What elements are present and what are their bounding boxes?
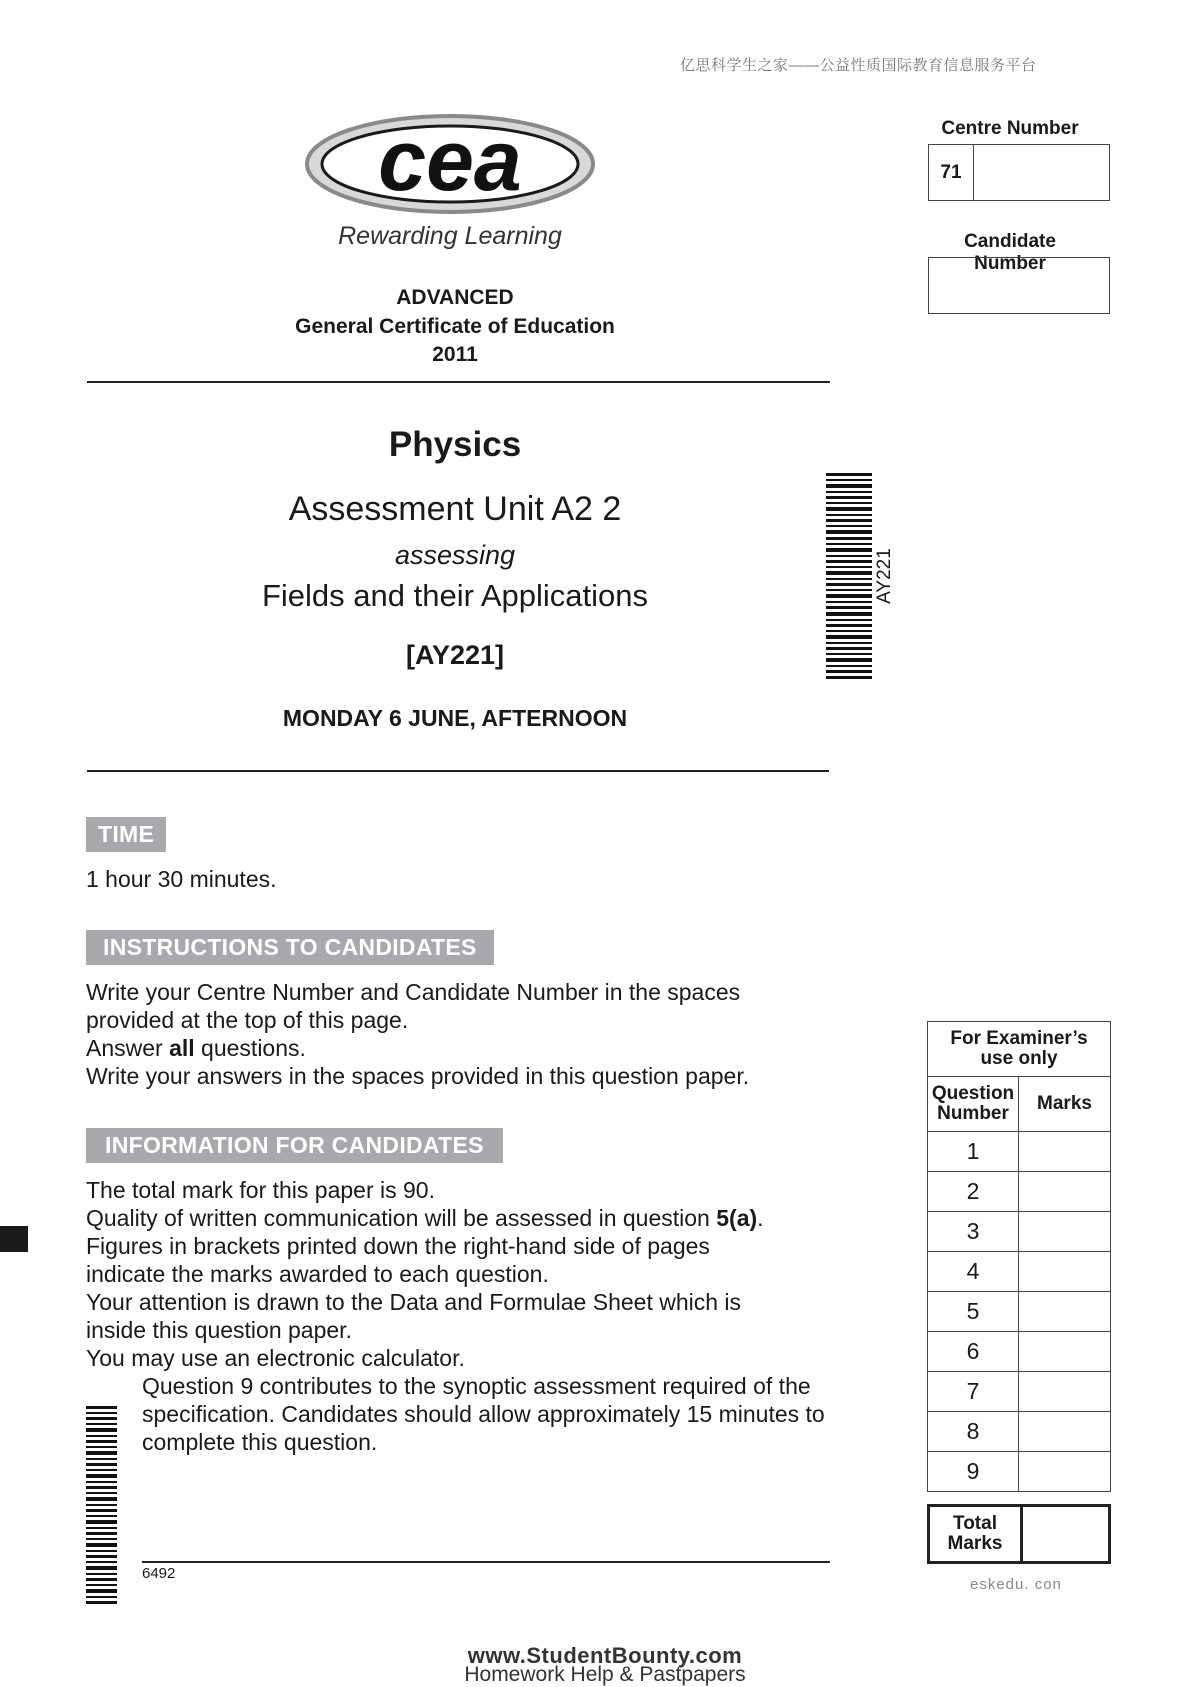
question-row	[928, 1252, 1111, 1292]
footer-divider	[142, 1561, 830, 1563]
unit-title: Fields and their Applications	[261, 578, 648, 613]
examiner-table-heading	[928, 1022, 1111, 1077]
total-marks-label	[929, 1506, 1022, 1563]
column-label: Question	[931, 1083, 1015, 1104]
question-row	[928, 1292, 1111, 1332]
information-heading: INFORMATION FOR CANDIDATES	[86, 1128, 503, 1163]
synoptic-note	[142, 1372, 902, 1456]
question-number: 6	[928, 1332, 1019, 1372]
total-marks-cell[interactable]	[1022, 1506, 1110, 1563]
question-row	[928, 1372, 1111, 1412]
examiner-heading-line: For Examiner’s	[950, 1028, 1088, 1049]
examiner-heading-line: use only	[980, 1048, 1058, 1069]
barcode	[826, 473, 872, 679]
information-line: indicate the marks awarded to each question.	[86, 1261, 549, 1287]
marks-header: Marks	[1019, 1077, 1111, 1132]
studentbounty-url: www.StudentBounty.com	[467, 1643, 743, 1668]
eskedu-watermark: eskedu. con	[970, 1576, 1062, 1593]
studentbounty-tagline: Homework Help & Pastpapers	[464, 1663, 746, 1686]
title-divider	[87, 770, 829, 772]
exam-date: MONDAY 6 JUNE, AFTERNOON	[282, 705, 628, 731]
subject-title: Physics	[388, 425, 522, 464]
total-label-line: Total	[953, 1513, 997, 1534]
question-number: 1	[928, 1132, 1019, 1172]
logo-tagline: Rewarding Learning	[338, 222, 562, 250]
information-line: Figures in brackets printed down the right-hand side of pages	[86, 1233, 710, 1259]
side-barcode-bars	[86, 1406, 117, 1606]
total-marks-table	[927, 1504, 1111, 1564]
top-watermark-note: 亿思科学生之家——公益性质国际教育信息服务平台	[680, 57, 1037, 74]
centre-number-box[interactable]	[928, 144, 1110, 201]
candidate-number-field[interactable]	[928, 257, 1110, 314]
paper-code: [AY221]	[405, 640, 505, 670]
information-line: Question 9 contributes to the synoptic assessment required of the	[142, 1373, 811, 1399]
marks-cell[interactable]	[1019, 1292, 1111, 1332]
instructions-heading: INSTRUCTIONS TO CANDIDATES	[86, 930, 494, 965]
barcode-label-wrap	[872, 520, 898, 630]
marks-cell[interactable]	[1019, 1132, 1111, 1172]
information-text: Quality of written communication will be assessed in question	[86, 1205, 717, 1231]
question-number: 9	[928, 1452, 1019, 1492]
information-line: inside this question paper.	[86, 1317, 352, 1343]
instruction-text: questions.	[194, 1035, 306, 1061]
information-text: .	[757, 1205, 764, 1231]
exam-year: 2011	[432, 343, 478, 366]
marks-cell[interactable]	[1019, 1372, 1111, 1412]
instruction-line	[86, 1034, 846, 1062]
instructions-body	[86, 978, 846, 1090]
paper-id: 6492	[142, 1565, 176, 1582]
total-label-line: Marks	[947, 1533, 1003, 1554]
question-row	[928, 1412, 1111, 1452]
question-number: 2	[928, 1172, 1019, 1212]
information-line: You may use an electronic calculator.	[86, 1345, 465, 1371]
question-number: 3	[928, 1212, 1019, 1252]
marks-cell[interactable]	[1019, 1212, 1111, 1252]
time-text: 1 hour 30 minutes.	[86, 866, 277, 892]
information-line	[86, 1204, 846, 1232]
question-number: 7	[928, 1372, 1019, 1412]
exam-certificate: General Certificate of Education	[295, 315, 615, 338]
candidate-number-label: Candidate Number	[964, 231, 1056, 274]
assessment-unit: Assessment Unit A2 2	[288, 490, 622, 528]
instruction-line: provided at the top of this page.	[86, 1007, 409, 1033]
assessing-label: assessing	[394, 540, 516, 570]
information-line: complete this question.	[142, 1429, 378, 1455]
information-emphasis: 5(a)	[716, 1205, 758, 1231]
marks-cell[interactable]	[1019, 1412, 1111, 1452]
registration-mark	[0, 1226, 28, 1252]
instruction-line: Write your Centre Number and Candidate Number in the spaces	[86, 979, 741, 1005]
marks-cell[interactable]	[1019, 1332, 1111, 1372]
cea-logo	[300, 108, 600, 220]
time-heading: TIME	[86, 817, 166, 852]
barcode-bars	[826, 473, 872, 679]
question-row	[928, 1132, 1111, 1172]
information-body	[86, 1176, 846, 1372]
examiner-marks-table	[927, 1021, 1111, 1492]
marks-cell[interactable]	[1019, 1252, 1111, 1292]
barcode-label: AY221	[874, 548, 895, 604]
question-row	[928, 1212, 1111, 1252]
question-number: 5	[928, 1292, 1019, 1332]
column-label: Number	[937, 1103, 1009, 1124]
information-line: specification. Candidates should allow approximately 15 minutes to	[142, 1401, 825, 1427]
question-number-header	[928, 1077, 1019, 1132]
question-row	[928, 1172, 1111, 1212]
centre-number-field[interactable]	[974, 145, 1109, 200]
information-line: The total mark for this paper is 90.	[86, 1177, 435, 1203]
side-barcode	[86, 1406, 117, 1606]
exam-level: ADVANCED	[396, 286, 514, 309]
centre-number-prefix: 71	[929, 145, 974, 200]
question-number: 4	[928, 1252, 1019, 1292]
centre-number-label: Centre Number	[941, 118, 1079, 139]
question-number: 8	[928, 1412, 1019, 1452]
instruction-emphasis: all	[169, 1035, 195, 1061]
cea-logo-mark	[300, 108, 600, 220]
marks-cell[interactable]	[1019, 1452, 1111, 1492]
question-row	[928, 1332, 1111, 1372]
marks-cell[interactable]	[1019, 1172, 1111, 1212]
cea-wordmark: cea	[378, 113, 522, 209]
header-divider	[87, 381, 830, 383]
question-row	[928, 1452, 1111, 1492]
instruction-text: Answer	[86, 1035, 170, 1061]
information-line: Your attention is drawn to the Data and Formulae Sheet which is	[86, 1289, 742, 1315]
instruction-line: Write your answers in the spaces provided in this question paper.	[86, 1063, 750, 1089]
